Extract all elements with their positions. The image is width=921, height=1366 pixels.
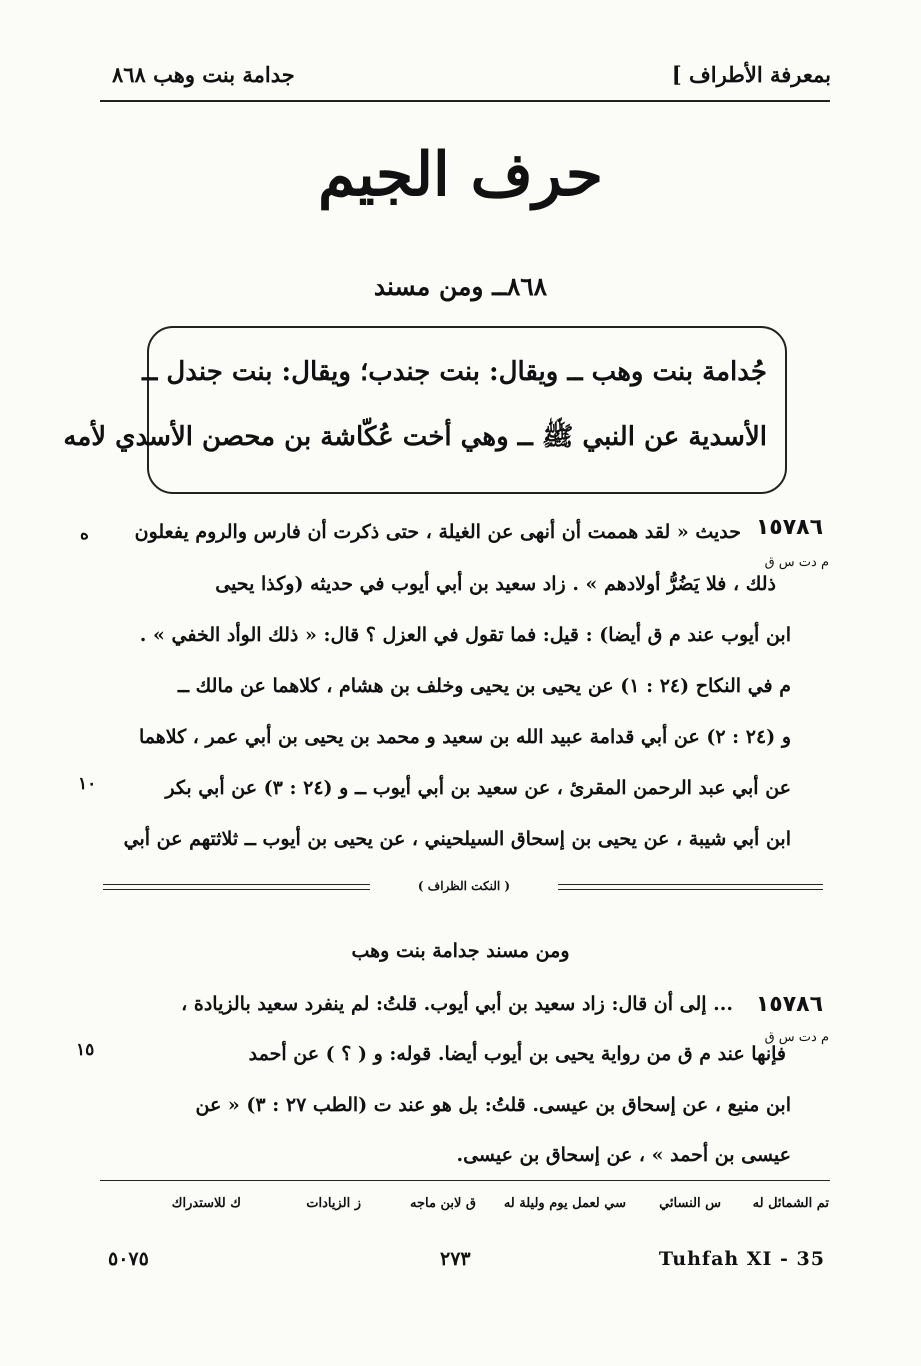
margin-mark: ١٥ (76, 1040, 95, 1060)
text-line: عيسى بن أحمد » ، عن إسحاق بن عيسى. (456, 1144, 791, 1166)
text-line: ابن أبي شيبة ، عن يحيى بن إسحاق السيلحيني ، عن يحيى بن أيوب ــ ثلاثتهم عن أبي (123, 828, 791, 850)
text-line: ابن أيوب عند م ق أيضا) : قيل: فما تقول في العزل ؟ قال: « ذلك الوأد الخفي » . (139, 624, 791, 646)
legend-item: س النسائي (659, 1196, 721, 1211)
volume-mark: Tuhfah XI - 35 (658, 1248, 825, 1270)
legend-item: تم الشمائل له (752, 1196, 829, 1211)
page-number: ٢٧٣ (440, 1248, 471, 1270)
running-head-left: جدامة بنت وهب ٨٦٨ (112, 62, 295, 87)
footer-code: ٥٠٧٥ (108, 1248, 149, 1270)
text-line: ... إلى أن قال: زاد سعيد بن أبي أيوب. قلتُ: لم ينفرد سعيد بالزيادة ، (181, 993, 733, 1015)
legend-item: سي لعمل يوم وليلة له (503, 1196, 626, 1211)
section-heading: ومن مسند جدامة بنت وهب (351, 940, 570, 962)
text-line: فإنها عند م ق من رواية يحيى بن أيوب أيضا. قوله: و ( ؟ ) عن أحمد (248, 1043, 786, 1065)
entry-sigla: م دت س ق (764, 1030, 829, 1045)
entry-sigla: م دت س ق (764, 555, 829, 570)
text-line: و (٢٤ : ٢) عن أبي قدامة عبيد الله بن سعيد و محمد بن يحيى بن أبي عمر ، كلاهما (139, 726, 791, 748)
narrator-line-1: جُدامة بنت وهب ــ ويقال: بنت جندب؛ ويقال: بنت جندل ــ (142, 357, 767, 387)
text-line: حديث « لقد هممت أن أنهى عن الغيلة ، حتى ذكرت أن فارس والروم يفعلون (134, 521, 741, 543)
narrator-line-2: الأسدية عن النبي ﷺ ــ وهي أخت عُكّاشة بن محصن الأسدي لأمه (63, 422, 767, 452)
musnad-subtitle: ٨٦٨ــ ومن مسند (373, 272, 548, 301)
margin-mark: ١٠ (78, 774, 97, 794)
narrator-frame (147, 326, 787, 494)
margin-mark: ه (80, 524, 89, 544)
legend-item: ق لابن ماجه (410, 1196, 476, 1211)
nukat-heading: ( النكت الظراف ) (370, 879, 558, 893)
legend-item: ك للاستدراك (171, 1196, 241, 1211)
chapter-title: حرف الجيم (318, 140, 603, 210)
text-line: ذلك ، فلا يَضُرُّ أولادهم » . زاد سعيد بن أبي أيوب في حديثه (وكذا يحيى (215, 573, 776, 595)
entry-number: ١٥٧٨٦ (755, 515, 823, 540)
entry-number: ١٥٧٨٦ (755, 992, 823, 1017)
header-rule (100, 100, 830, 102)
footnote-rule (100, 1180, 830, 1181)
text-line: عن أبي عبد الرحمن المقرئ ، عن سعيد بن أبي أيوب ــ و (٢٤ : ٣) عن أبي بكر (165, 777, 791, 799)
text-line: م في النكاح (٢٤ : ١) عن يحيى بن يحيى وخلف بن هشام ، كلاهما عن مالك ــ (177, 675, 791, 697)
legend-item: ز الزيادات (306, 1196, 361, 1211)
text-line: ابن منيع ، عن إسحاق بن عيسى. قلتُ: بل هو عند ت (الطب ٢٧ : ٣) « عن (195, 1094, 791, 1116)
running-head-right: بمعرفة الأطراف ] (671, 62, 831, 87)
